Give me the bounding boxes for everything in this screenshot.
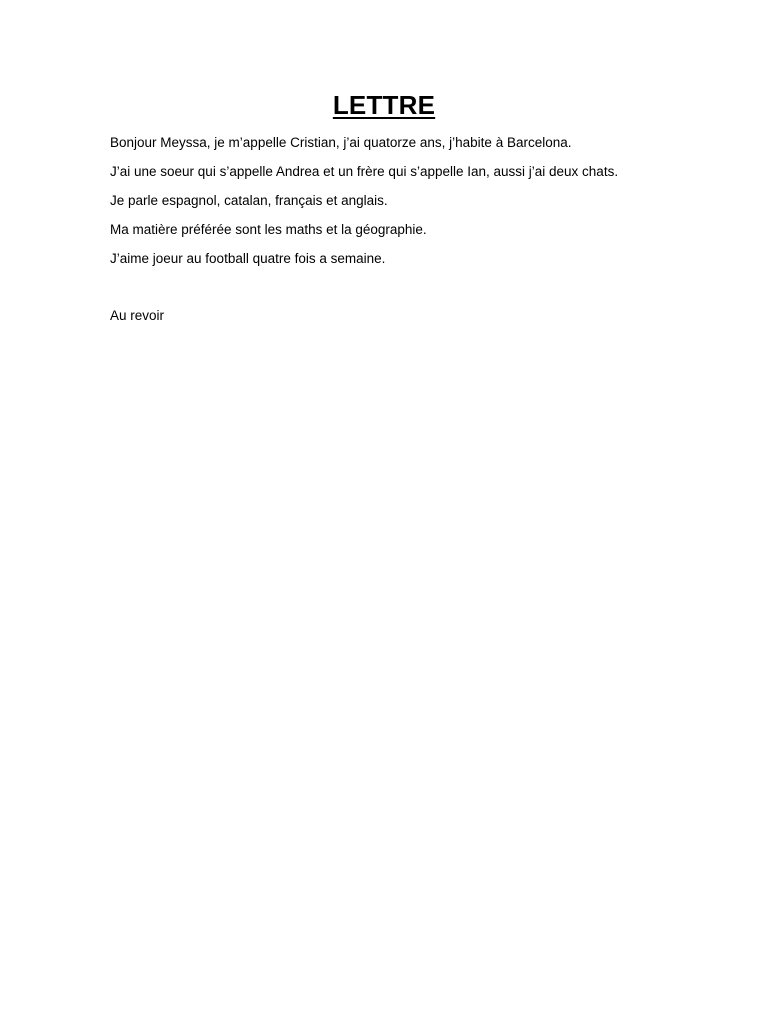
letter-paragraph: Je parle espagnol, catalan, français et anglais. (110, 193, 388, 208)
document-title: LETTRE (332, 90, 436, 120)
letter-closing: Au revoir (110, 308, 165, 323)
letter-body (110, 133, 670, 278)
letter-paragraph: J’aime joeur au football quatre fois a semaine. (110, 251, 386, 266)
letter-paragraph: Ma matière préférée sont les maths et la géographie. (110, 222, 427, 237)
letter-paragraph: Bonjour Meyssa, je m’appelle Cristian, j’ai quatorze ans, j’habite à Barcelona. (110, 135, 572, 150)
letter-paragraph: J’ai une soeur qui s’appelle Andrea et un frère qui s’appelle Ian, aussi j’ai deux chats. (110, 164, 619, 179)
